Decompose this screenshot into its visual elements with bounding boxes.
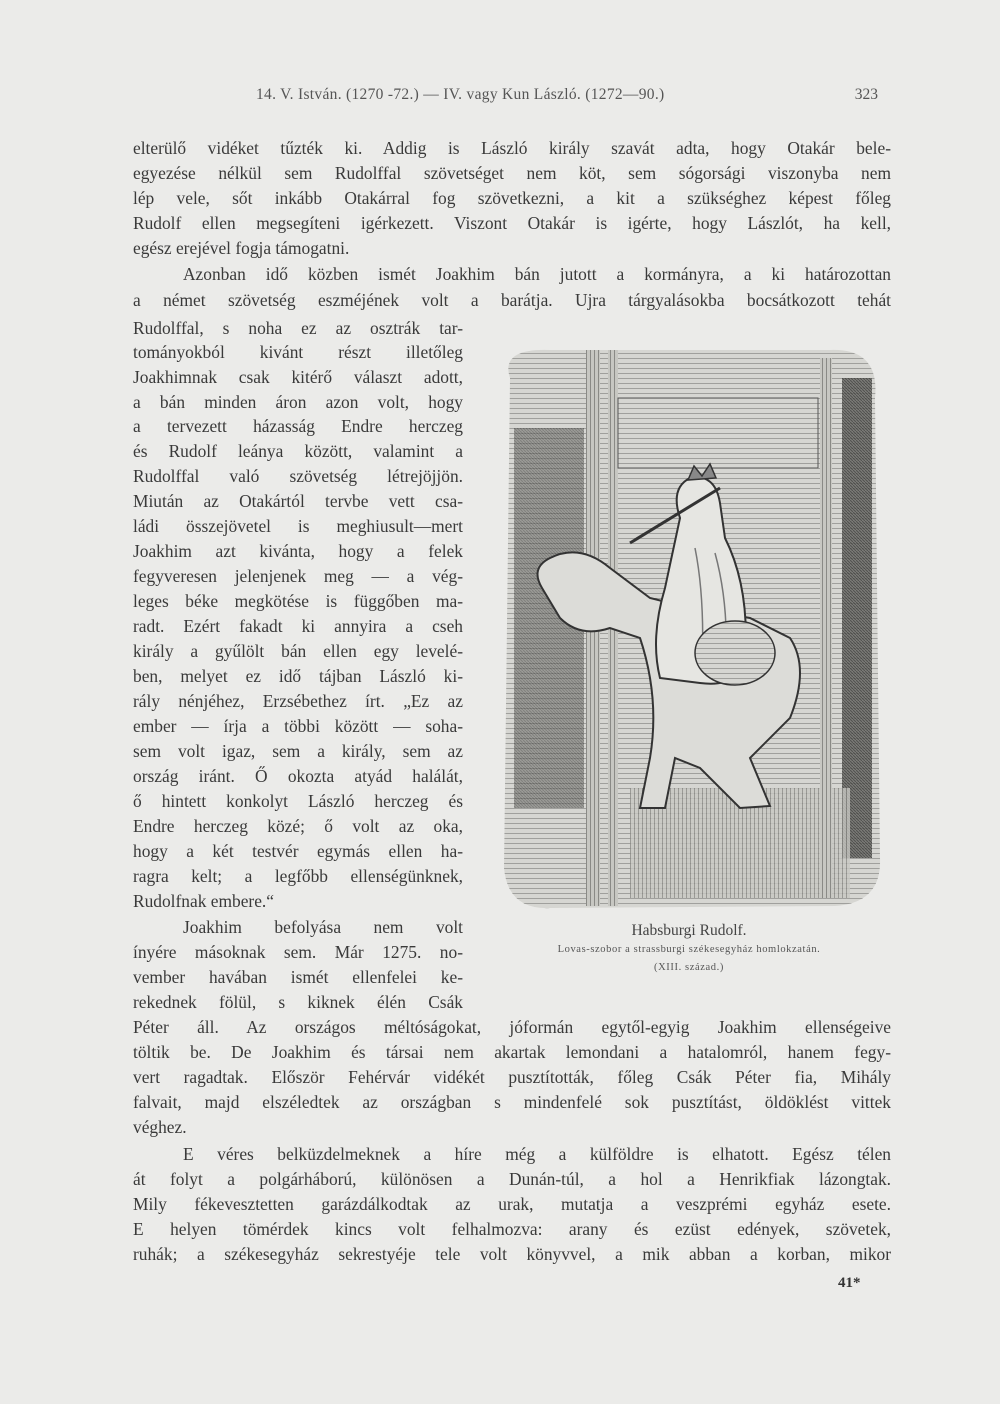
text-line: Rudolfnak embere.“ bbox=[133, 891, 275, 911]
text-line: Azonban idő közben ismét Joakhim bán jutott a kormányra, a ki határozottan bbox=[183, 264, 891, 284]
text-line: falvait, majd elszéledtek az országban s mindenfelé sok pusztítást, öldöklést vittek bbox=[133, 1092, 891, 1112]
text-line: E véres belküzdelmeknek a híre még a külföldre is elhatott. Egész télen bbox=[183, 1144, 891, 1164]
text-line: lép vele, sőt inkább Otakárral fog szövetkezni, a kit a szükséghez képest főleg bbox=[133, 188, 891, 208]
text-line: a német szövetség eszméjének volt a barátja. Ujra tárgyalásokba bocsátkozott tehát bbox=[133, 290, 891, 310]
printer-signature: 41* bbox=[838, 1275, 861, 1291]
text-line: ő hintett konkolyt László herczeg és bbox=[133, 791, 463, 811]
text-line: vember havában ismét ellenfelei ke- bbox=[133, 967, 463, 987]
text-line: Joakhim azt kivánta, hogy a felek bbox=[133, 541, 463, 561]
running-title: 14. V. István. (1270 -72.) — IV. vagy Kun László. (1272—90.) bbox=[256, 86, 665, 103]
text-line: a bán minden áron azon volt, hogy bbox=[133, 392, 463, 412]
text-line: át folyt a polgárháború, különösen a Dunán-túl, a hol a Henrikfiak lázongtak. bbox=[133, 1169, 891, 1189]
text-line: sem volt igaz, sem a király, sem az bbox=[133, 741, 463, 761]
text-line: rekednek fölül, s kiknek élén Csák bbox=[133, 992, 463, 1012]
text-line: Rudolffal, s noha ez az osztrák tar- bbox=[133, 318, 463, 338]
text-line: Joakhimnak csak kitérő választ adott, bbox=[133, 367, 463, 387]
text-line: Miután az Otakártól tervbe vett csa- bbox=[133, 491, 463, 511]
text-line: fegyveresen jelenjenek meg — a vég- bbox=[133, 566, 463, 586]
text-line: király a gyűlölt bán ellen egy levelé- bbox=[133, 641, 463, 661]
text-line: véghez. bbox=[133, 1117, 187, 1137]
text-line: és Rudolf leánya között, valamint a bbox=[133, 441, 463, 461]
equestrian-statue-engraving bbox=[490, 338, 888, 918]
text-line: Mily fékevesztetten garázdálkodtak az urak, mutatja a veszprémi egyház esete. bbox=[133, 1194, 891, 1214]
text-line: leges béke megkötése is függőben ma- bbox=[133, 591, 463, 611]
text-line: ruhák; a székesegyház sekrestyéje tele volt könyvvel, a mik abban a korban, mikor bbox=[133, 1244, 891, 1264]
figure-caption-subtitle: Lovas-szobor a strassburgi székesegyház homlokzatán. bbox=[557, 944, 821, 955]
text-line: hogy a két testvér egymás ellen ha- bbox=[133, 841, 463, 861]
text-line: ország iránt. Ő okozta atyád halálát, bbox=[133, 766, 463, 786]
figure-caption-century: (XIII. század.) bbox=[654, 962, 724, 973]
text-line: Endre herczeg közé; ő volt az oka, bbox=[133, 816, 463, 836]
text-line: Rudolf ellen megsegíteni igérkezett. Viszont Otakár is igérte, hogy Lászlót, ha kell, bbox=[133, 213, 891, 233]
text-line: vert ragadtak. Először Fehérvár vidékét pusztították, főleg Csák Péter fia, Mihály bbox=[133, 1067, 891, 1087]
text-line: egyezése nélkül sem Rudolffal szövetséget nem köt, sem sógorsági viszonyba nem bbox=[133, 163, 891, 183]
text-line: ínyére másoknak sem. Már 1275. no- bbox=[133, 942, 463, 962]
text-line: Joakhim befolyása nem volt bbox=[183, 917, 463, 937]
text-line: a tervezett házasság Endre herczeg bbox=[133, 416, 463, 436]
engraving-figure bbox=[490, 338, 888, 918]
text-line: ládi összejövetel is meghiusult—mert bbox=[133, 516, 463, 536]
text-line: Rudolffal való szövetség létrejöjjön. bbox=[133, 466, 463, 486]
running-head bbox=[130, 86, 890, 110]
text-line: töltik be. De Joakhim és társai nem akartak lemondani a hatalomról, hanem fegy- bbox=[133, 1042, 891, 1062]
text-line: elterülő vidéket tűzték ki. Addig is László király szavát adta, hogy Otakár bele- bbox=[133, 138, 891, 158]
text-line: ben, melyet ez idő tájban László ki- bbox=[133, 666, 463, 686]
text-line: E helyen tömérdek kincs volt felhalmozva: arany és ezüst edények, szövetek, bbox=[133, 1219, 891, 1239]
figure-caption-title: Habsburgi Rudolf. bbox=[631, 922, 747, 939]
page-number: 323 bbox=[854, 86, 878, 103]
text-line: rály nénjéhez, Erzsébethez írt. „Ez az bbox=[133, 691, 463, 711]
text-line: Péter áll. Az országos méltóságokat, jóformán egytől-egyig Joakhim ellenségeive bbox=[133, 1017, 891, 1037]
text-line: ragra kelt; a legfőbb ellenségünknek, bbox=[133, 866, 463, 886]
text-line: egész erejével fogja támogatni. bbox=[133, 238, 350, 258]
text-line: radt. Ezért fakadt ki annyira a cseh bbox=[133, 616, 463, 636]
text-line: tományokból kivánt részt illetőleg bbox=[133, 342, 463, 362]
text-line: ember — írja a többi között — soha- bbox=[133, 716, 463, 736]
